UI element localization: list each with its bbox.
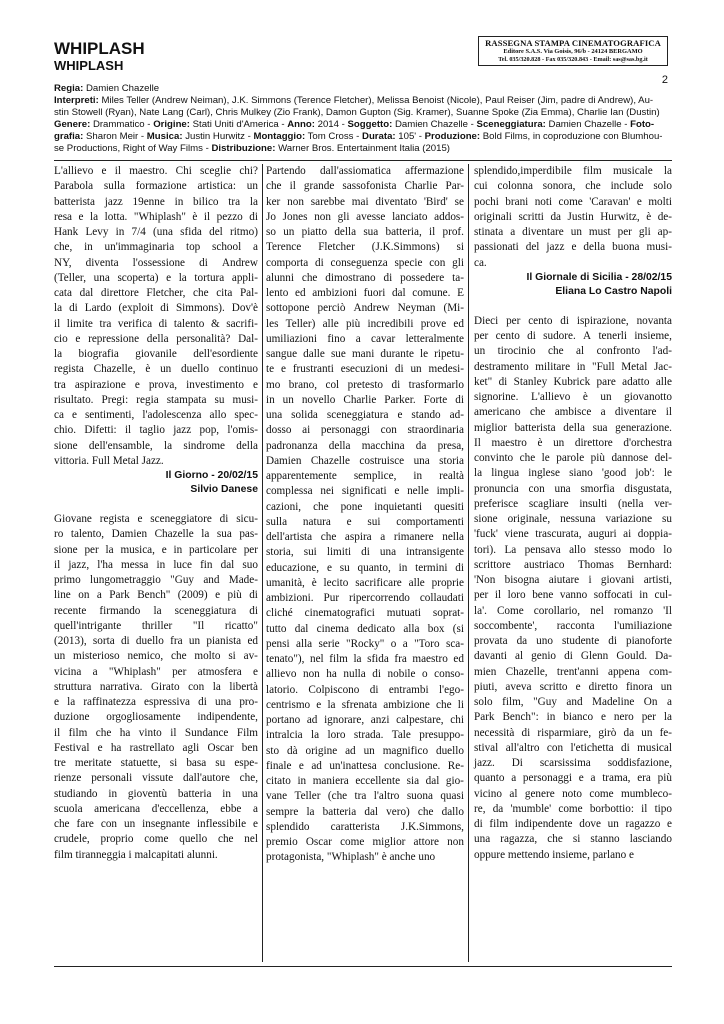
musica-label: Musica:	[146, 131, 183, 142]
press-contacts: Tel. 035/320.828 - Fax 035/320.843 - Email: sas@sas.bg.it	[498, 56, 648, 63]
text-line: splendido caratterista J.K.Simmons,	[266, 820, 464, 833]
text-line: Jo Jones non gli avesse lanciato addos-	[266, 210, 464, 223]
text-line: signorine. L'allievo è un giovanotto	[474, 391, 672, 403]
column-divider-1	[262, 164, 263, 962]
text-line: film tiranneggia i malcapitati alunni.	[54, 848, 218, 861]
text-line: allievo non ha nulla di nobile o conso-	[266, 668, 464, 681]
review-2-author: Eliana Lo Castro Napoli	[555, 285, 672, 297]
text-line: pronuncia con una smorfia disgustata,	[474, 482, 672, 495]
interpreti-label: Interpreti:	[54, 95, 99, 106]
credits-line-5	[54, 131, 672, 143]
montaggio-label: Montaggio:	[253, 131, 306, 142]
text-line: un tirocinio che al confronto l'ad-	[474, 345, 672, 358]
text-line: (Teller, una scoperta) e la tortura appli-	[54, 271, 258, 284]
review-2-ending	[474, 164, 672, 271]
film-subtitle: WHIPLASH	[54, 58, 124, 73]
origine-value: Stati Uniti d'America -	[192, 119, 285, 130]
text-line: sottopone perciò Andrew Neyman (Mi-	[266, 302, 464, 315]
text-line: NY, diventa l'ossessione di Andrew	[54, 256, 258, 269]
text-line: cio e repressione della personalità? Dal-	[54, 332, 258, 345]
text-line: recente firmando la sceneggiatura di	[54, 604, 258, 617]
text-line: dosso ai personaggi con straordinaria	[266, 424, 464, 437]
fotografia-label-a: Foto-	[630, 119, 655, 130]
text-line: quell'intrigante thriller "Il ricatto"	[54, 619, 258, 632]
regia-label: Regia:	[54, 83, 84, 94]
text-line: la biografia giovanile dell'esordiente	[54, 348, 258, 360]
text-line: lento ed ambizioni fuori dal comune. E	[266, 287, 464, 299]
text-line: te e frustranti esecuzioni di un medesi-	[266, 363, 464, 376]
text-line: che il grande sassofonista Charlie Par-	[266, 180, 464, 193]
fotografia-label-b: grafia:	[54, 131, 84, 142]
text-line: quanto a personaggi e a trama, era più	[474, 772, 672, 785]
spacer	[54, 497, 258, 512]
text-line: pensi alla serie "Rocky" o a "Toro sca-	[266, 637, 464, 650]
column-2	[266, 164, 464, 866]
text-line: davanti al genio di Glenn Gould. Da-	[474, 650, 672, 663]
text-line: Terence Fletcher (J.K.Simmons) si	[266, 241, 464, 254]
origine-label: Origine:	[153, 119, 190, 130]
text-line: resa e la lotta. "Whiplash" è il pezzo di	[54, 210, 258, 223]
text-line: americano che ambisce a diventare il	[474, 406, 672, 419]
text-line: la lingua inglese siano 'good job': le	[474, 467, 672, 480]
text-line: il limite tra verifica di talento & sacrifi-	[54, 317, 258, 330]
text-line: ambizioni. Pur ripercorrendo collaudati	[266, 592, 464, 604]
text-line: 'fuck' viene trascurata, auguri ai doppia-	[474, 528, 672, 541]
text-line: sione originale, nessuna variazione su	[474, 513, 672, 525]
text-line: sione per la musica, e in particolare per	[54, 543, 258, 556]
text-line: umanità, è lecito sacrificare alle proprie	[266, 576, 464, 589]
text-line: tre meritate statuette, si basa su espe-	[54, 757, 258, 769]
produzione-value-b: se Productions, Right of Way Films -	[54, 143, 209, 154]
credits-line-2	[54, 95, 672, 107]
text-line: Il maestro è un direttore d'orchestra	[474, 436, 672, 449]
distribuzione-value: Warner Bros. Entertainment Italia (2015)	[278, 143, 450, 154]
text-line: ca.	[474, 256, 487, 269]
sceneggiatura-label: Sceneggiatura:	[476, 119, 546, 130]
credits-line-1	[54, 83, 672, 95]
text-line: originali scritti da Justin Hurwitz, è de-	[474, 210, 672, 223]
text-line: ket" di Stanley Kubrick pare adatto alle	[474, 375, 672, 388]
text-line: cazioni, che pone inquietanti quesiti	[266, 500, 464, 513]
text-line: Damien Chazelle costruisce una storia	[266, 454, 464, 467]
text-line: passionati del jazz e della buona musi-	[474, 241, 672, 254]
text-line: in un novello Charlie Parker. Forte di	[266, 393, 464, 406]
text-line: centrismo e la sfrenata ambizione che li	[266, 698, 464, 711]
review-2-source: Il Giornale di Sicilia - 28/02/15	[526, 271, 672, 283]
text-line: protagonista, "Whiplash" è anche uno	[266, 851, 436, 864]
text-line: che, in un'immaginaria top school a	[54, 241, 258, 254]
text-line: apparentemente semplice, in realtà	[266, 470, 464, 482]
text-line: stival all'altro con l'etichetta di musical	[474, 741, 672, 754]
text-line: portano ad ignorare, anzi calpestare, chi	[266, 714, 464, 726]
anno-label: Anno:	[287, 119, 315, 130]
text-line: scuola americana d'eccellenza, ebbe a	[54, 802, 258, 815]
text-line: convinto che le parole più dannose del-	[474, 452, 672, 464]
text-line: preferisce scagliare insulti (nella ver-	[474, 497, 672, 510]
press-name: RASSEGNA STAMPA CINEMATOGRAFICA	[485, 38, 661, 48]
fotografia-value: Sharon Meir -	[86, 131, 145, 142]
text-line: miglior batterista della sua generazione.	[474, 421, 672, 434]
text-line: sempre la batteria dal vero) che dallo	[266, 805, 464, 818]
text-line: L'allievo e il maestro. Chi sceglie chi?	[54, 165, 258, 177]
text-line: Parabola sulla formazione artistica: un	[54, 180, 258, 193]
text-line: primo lungometraggio "Guy and Made-	[54, 574, 258, 586]
text-line: (2013), sorta di duello fra un pianista ed	[54, 635, 258, 647]
text-line: crudele, proprio come quello che nel	[54, 833, 258, 846]
text-line: complessa nei significati e nelle impli-	[266, 485, 464, 498]
text-line: una ragazza, che si stanno lasciando	[474, 833, 672, 846]
text-line: comporta di conseguenza specie con gli	[266, 256, 464, 269]
text-line: un misterioso nemico, che molto si av-	[54, 650, 258, 663]
text-line: per il loro bene vanno soffocati in cul-	[474, 589, 672, 602]
text-line: rienze personali vissute dall'autore che,	[54, 772, 258, 785]
text-line: Hank Levy in 7/4 (una sfida del ritmo)	[54, 226, 258, 238]
text-line: storia, sui limiti di una intransigente	[266, 546, 464, 559]
text-line: sangue dalle sue mani durante le ripetu-	[266, 348, 464, 360]
text-line: mo brano, col pretesto di trasformarlo	[266, 378, 464, 391]
text-line: soccombente', racconta l'umiliazione	[474, 619, 672, 632]
review-3-text	[474, 314, 672, 863]
text-line: les Teller) alle più incredibili prove ed	[266, 317, 464, 330]
column-divider-2	[468, 164, 469, 962]
text-line: tori). La pensava allo stesso modo lo	[474, 543, 672, 556]
text-line: umiliazioni fino a cavar letteralmente	[266, 332, 464, 345]
text-line: vittoria. Full Metal Jazz.	[54, 454, 164, 467]
interpreti-value-2: stin Stowell (Ryan), Nate Lang (Carl), Chris Mulkey (Zio Frank), Damon Gupton (Sig. Kramer), Suanne Spoke (Zia Emma), Charlie Ian (Dustin)	[54, 107, 660, 118]
text-line: premio Oscar come miglior attore non	[266, 836, 464, 848]
column-3	[474, 164, 672, 863]
text-line: re, da 'mumble' come borbottio: il tipo	[474, 802, 672, 815]
film-credits	[54, 83, 672, 155]
text-line: tutto dal cinema dedicato alla box (si	[266, 622, 464, 635]
text-line: intralcia la loro strada. Tale presuppo-	[266, 729, 464, 742]
durata-value: 105' -	[398, 131, 422, 142]
text-line: Giovane regista e sceneggiatore di sicu-	[54, 513, 258, 525]
text-line: vicina a "Whiplash" per atmosfera e	[54, 665, 258, 678]
press-header-box	[478, 36, 668, 66]
text-line: splendido,imperdibile film musicale la	[474, 165, 672, 177]
genere-label: Genere:	[54, 119, 91, 130]
text-line: ro talento, Damien Chazelle la sua pas-	[54, 528, 258, 541]
text-line: cui colonna sonora, che include solo	[474, 180, 672, 193]
text-line: piuti, aveva scritto e diretto finora un	[474, 680, 672, 693]
film-title: WHIPLASH	[54, 39, 145, 58]
text-line: so un piatto della sua batteria, il prof.	[266, 226, 464, 238]
text-line: oppure mettendo insieme, parlano e	[474, 848, 634, 861]
text-line: dell'artista che aspira a rimanere nella	[266, 531, 464, 543]
soggetto-value: Damien Chazelle -	[394, 119, 474, 130]
durata-label: Durata:	[362, 131, 396, 142]
text-line: necessità di risparmiare, girò da un fe-	[474, 726, 672, 739]
text-line: per cento di sudore. A tenerli insieme,	[474, 330, 672, 342]
text-line: che fare con un insegnante inflessibile e	[54, 818, 258, 830]
text-line: mien Chazelle, trent'anni appena com-	[474, 665, 672, 678]
text-line: ker non sarebbe mai diventato 'Bird' se	[266, 195, 464, 208]
credits-line-4	[54, 119, 672, 131]
text-line: cata dal direttore Fletcher, che cita Pal-	[54, 287, 258, 299]
text-line: di film indipendente dove un ragazzo e	[474, 818, 672, 830]
musica-value: Justin Hurwitz -	[185, 131, 251, 142]
produzione-value-a: Bold Films, in coproduzione con Blumhou-	[482, 131, 663, 142]
spacer	[474, 299, 672, 314]
review-1-author: Silvio Danese	[190, 484, 258, 495]
text-line: la'. Come corollario, nel romanzo 'Il	[474, 604, 672, 617]
top-rule	[54, 160, 672, 161]
text-line: educazione, e su quanto, in termini di	[266, 561, 464, 574]
text-line: 'Non bisogna aiutare i giovani artisti,	[474, 574, 672, 586]
review-1-source: Il Giorno - 20/02/15	[165, 470, 258, 481]
bottom-rule	[54, 966, 672, 967]
text-line: destramento militare in "Full Metal Jac-	[474, 360, 672, 373]
text-line: padronanza della macchina da presa,	[266, 439, 464, 452]
text-line: Festival e ha rastrellato agli Oscar ben	[54, 741, 258, 754]
distribuzione-label: Distribuzione:	[211, 143, 276, 154]
text-line: studiando in gioventù batteria in una	[54, 787, 258, 800]
text-line: batterista jazz 19enne in bilico tra la	[54, 195, 258, 208]
text-line: alunni che dimostrano di possedere ta-	[266, 271, 464, 284]
text-line: jazz. Di scarsissima soddisfazione,	[474, 757, 672, 769]
text-line: tra aspirazione e prova, investimento e	[54, 378, 258, 391]
text-line: regista Chazelle, è un duello continuo	[54, 363, 258, 376]
soggetto-label: Soggetto:	[347, 119, 393, 130]
text-line: tenato"), nel film la sfida fra maestro ed	[266, 653, 464, 665]
anno-value: 2014 -	[317, 119, 345, 130]
text-line: sione dell'ensamble, la sindrome della	[54, 439, 258, 452]
credits-line-6	[54, 143, 672, 155]
text-line: provata da uno studente di pianoforte	[474, 635, 672, 647]
interpreti-value-1: Miles Teller (Andrew Neiman), J.K. Simmons (Terence Fletcher), Melissa Benoist (Nicole), Paul Reiser (Jim, padre di Andrew), Au-	[101, 95, 654, 106]
text-line: cliché cinematografici mutuati soprat-	[266, 607, 464, 620]
text-line: solo film, "Guy and Madeline On a	[474, 696, 672, 708]
press-address: Editore S.A.S. Via Goisis, 96/b - 24124 BERGAMO	[503, 48, 643, 55]
review-1-text	[54, 164, 258, 469]
text-line: pochi brani noti come 'Caravan' e molti	[474, 195, 672, 208]
review-2-text	[54, 512, 258, 863]
text-line: il jazz, l'ha messa in luce fin dal suo	[54, 558, 258, 571]
text-line: Dieci per cento di ispirazione, novanta	[474, 314, 672, 327]
text-line: citato in maniera eccellente sia dal gio-	[266, 775, 464, 787]
column-1	[54, 164, 258, 863]
text-line: stinata a diventare un must per gli ap-	[474, 226, 672, 238]
text-line: il film che ha vinto il Sundance Film	[54, 726, 258, 739]
text-line: la di Lardo (exploit di Simmons). Dov'è	[54, 302, 258, 315]
text-line: chio. Difetti: il taglio jazz pop, l'omis-	[54, 424, 258, 437]
text-line: Park Bench": in bianco e nero per la	[474, 711, 672, 724]
text-line: ca e sentimenti, l'adolescenza allo spec-	[54, 409, 258, 421]
text-line: line on a Park Bench" (2009) e più di	[54, 589, 258, 602]
genere-value: Drammatico -	[92, 119, 151, 130]
text-line: latorio. Colpiscono di entrambi l'ego-	[266, 683, 464, 696]
text-line: vane Teller (che tra l'altro suona quasi	[266, 790, 464, 803]
produzione-label: Produzione:	[424, 131, 481, 142]
text-line: duzione orgogliosamente indipendente,	[54, 711, 258, 724]
text-line: finale e ad un'inattesa conclusione. Re-	[266, 759, 464, 772]
montaggio-value: Tom Cross -	[307, 131, 360, 142]
review-2-continued	[266, 164, 464, 866]
credits-line-3	[54, 107, 672, 119]
text-line: una solida sceneggiatura e stando ad-	[266, 409, 464, 421]
text-line: Partendo dall'assiomatica affermazione	[266, 165, 464, 177]
regia-value: Damien Chazelle	[86, 83, 160, 94]
sceneggiatura-value: Damien Chazelle -	[548, 119, 628, 130]
text-line: sulla natura e sui comportamenti	[266, 515, 464, 528]
text-line: vicino al genere noto come mumbleco-	[474, 787, 672, 800]
page-number: 2	[661, 74, 668, 86]
text-line: sto dà origine ad un magnifico duello	[266, 744, 464, 757]
text-line: scrittore austriaco Thomas Bernhard:	[474, 558, 672, 571]
title-block	[54, 39, 145, 73]
text-line: struttura narrativa. Girato con la libertà	[54, 680, 258, 693]
text-line: e la raffinatezza espressiva di una pro-	[54, 696, 258, 708]
text-line: risultato. Pregi: regia stampata su musi-	[54, 393, 258, 406]
